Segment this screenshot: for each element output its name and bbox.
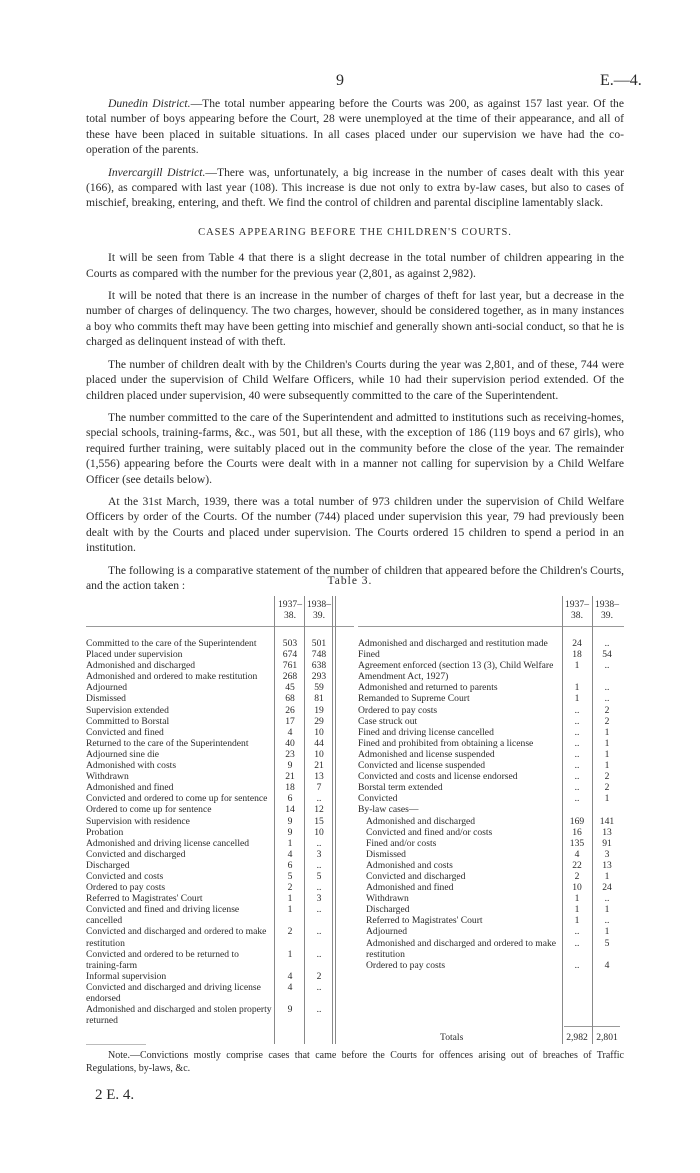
- table-row: [358, 726, 610, 738]
- paragraph: At the 31st March, 1939, there was a total number of 973 children under the supervision of Child Welfare Officers by order of the Courts. Of the number (744) placed under supervision this year, 79 had previously been dealt with by the Courts and placed under supervision. The Courts ordered 15 children to spend a period in an institution.: [86, 494, 624, 555]
- value-1937-38: 169: [569, 815, 585, 827]
- value-1937-38: 68: [285, 693, 295, 705]
- column-divider: [304, 596, 305, 1044]
- value-1938-39: 59: [314, 682, 324, 694]
- totals-row: [358, 1032, 624, 1043]
- value-1937-38: 9: [287, 1004, 293, 1016]
- year-header: 1937–38.: [278, 599, 302, 621]
- row-label: Admonished and costs: [366, 859, 453, 871]
- row-label: Convicted and costs and license endorsed: [358, 771, 518, 783]
- table-row: [358, 882, 612, 894]
- value-1938-39: 141: [599, 815, 615, 827]
- table-row: [358, 793, 610, 805]
- table-rows: [86, 638, 327, 1027]
- table-row: [358, 837, 612, 849]
- value-1937-38: 1: [287, 948, 293, 960]
- row-label: Ordered to come up for sentence: [86, 804, 212, 816]
- row-label: Probation: [86, 826, 124, 838]
- value-1938-39: ..: [316, 926, 322, 938]
- table-caption: Table 3.: [327, 575, 373, 587]
- table-row: [86, 859, 322, 871]
- table-row: [86, 1004, 322, 1027]
- page-number: 9: [336, 72, 344, 89]
- row-label: Committed to the care of the Superintendent: [86, 638, 257, 649]
- table-row: [86, 704, 324, 716]
- value-1938-39: ..: [604, 893, 610, 905]
- value-1938-39: 12: [314, 804, 324, 816]
- table-row: [86, 771, 324, 783]
- table-row: [86, 826, 324, 838]
- row-label: Convicted and ordered to be returned to training-farm: [86, 948, 239, 971]
- row-label: Convicted and fined: [86, 726, 164, 738]
- table-row: [86, 682, 324, 694]
- row-label: Adjourned: [86, 682, 128, 694]
- paragraph-invercargill: [86, 165, 624, 211]
- value-1938-39: 13: [314, 771, 324, 783]
- row-label: Admonished and fined: [366, 882, 454, 894]
- row-label: Admonished and driving license cancelled: [86, 837, 250, 849]
- table-row: [86, 948, 322, 971]
- value-1938-39: 10: [314, 748, 324, 760]
- value-1937-38: 4: [287, 726, 293, 738]
- table-row: [358, 737, 610, 749]
- value-1938-39: ..: [316, 904, 322, 916]
- page-reference: E.—4.: [600, 72, 642, 89]
- table-row: [86, 893, 322, 905]
- table-row: [358, 815, 615, 827]
- value-1938-39: 1: [604, 870, 610, 882]
- row-label: Admonished with costs: [86, 760, 177, 772]
- table-row: [358, 826, 612, 838]
- total-value: 2,801: [596, 1032, 618, 1043]
- value-1937-38: 6: [287, 859, 293, 871]
- row-label: Fined: [358, 649, 380, 661]
- row-label: Convicted and discharged and ordered to make restitution: [86, 926, 267, 949]
- row-label: Dismissed: [86, 693, 126, 705]
- row-label: Referred to Magistrates' Court: [86, 893, 203, 905]
- table-row: [86, 638, 327, 649]
- paragraph-dunedin: [86, 96, 624, 158]
- value-1938-39: ..: [316, 1004, 322, 1016]
- row-label: Convicted and ordered to come up for sentence: [86, 793, 268, 805]
- column-divider: [562, 596, 563, 1044]
- table-row: [86, 782, 322, 794]
- value-1938-39: ..: [316, 981, 322, 993]
- table-note: Note.—Convictions mostly comprise cases that came before the Courts for offences arising out of breaches of Traffic Regulations, by-laws, &c.: [86, 1050, 624, 1074]
- table-row: [358, 904, 610, 916]
- year-header: 1938–39.: [595, 599, 619, 621]
- row-label: Agreement enforced (section 13 (3), Child Welfare Amendment Act, 1927): [358, 660, 554, 683]
- table-rows: [358, 638, 615, 971]
- table-row: [358, 870, 610, 882]
- value-1938-39: ..: [316, 948, 322, 960]
- row-label: Adjourned: [366, 926, 408, 938]
- row-label: Fined and prohibited from obtaining a license: [358, 737, 534, 749]
- value-1937-38: 1: [574, 893, 580, 905]
- value-1937-38: 135: [569, 837, 585, 849]
- value-1938-39: 91: [602, 837, 612, 849]
- value-1938-39: ..: [316, 793, 322, 805]
- row-label: Committed to Borstal: [86, 715, 170, 727]
- value-1938-39: 13: [602, 826, 612, 838]
- value-1937-38: 2: [574, 870, 580, 882]
- row-label: Ordered to pay costs: [358, 704, 438, 716]
- value-1938-39: 13: [602, 859, 612, 871]
- value-1938-39: 81: [314, 693, 324, 705]
- value-1938-39: 5: [604, 937, 610, 949]
- table-row: [86, 882, 322, 894]
- row-label: Fined and/or costs: [366, 837, 437, 849]
- value-1937-38: 4: [287, 970, 293, 982]
- table-header: [86, 596, 354, 627]
- value-1938-39: 10: [314, 826, 324, 838]
- table-row: [358, 693, 610, 705]
- value-1937-38: 1: [574, 660, 580, 672]
- footer-reference: 2 E. 4.: [95, 1087, 135, 1103]
- value-1937-38: 6: [287, 793, 293, 805]
- table-row: [86, 926, 322, 949]
- table-row: [86, 649, 327, 661]
- table-row: [358, 926, 610, 938]
- value-1938-39: ..: [604, 660, 610, 672]
- value-1937-38: 17: [285, 715, 295, 727]
- value-1937-38: 1: [287, 837, 293, 849]
- value-1938-39: 7: [316, 782, 322, 794]
- value-1938-39: 1: [604, 904, 610, 916]
- value-1938-39: ..: [604, 638, 610, 649]
- row-label: Adjourned sine die: [86, 748, 160, 760]
- row-label: Admonished and discharged: [366, 815, 476, 827]
- value-1937-38: ..: [574, 771, 580, 783]
- row-label: Convicted: [358, 793, 398, 805]
- value-1937-38: 503: [282, 638, 298, 649]
- table-row: [358, 638, 610, 649]
- value-1937-38: ..: [574, 737, 580, 749]
- value-1937-38: ..: [574, 959, 580, 971]
- value-1937-38: 10: [572, 882, 582, 894]
- year-header: 1937–38.: [565, 599, 589, 621]
- table-row: [86, 715, 324, 727]
- table-row: [358, 915, 610, 927]
- year-header: 1938–39.: [307, 599, 331, 621]
- row-label: Discharged: [366, 904, 410, 916]
- row-label: Convicted and fined and driving license cancelled: [86, 904, 240, 927]
- value-1937-38: 9: [287, 826, 293, 838]
- value-1938-39: 3: [316, 893, 322, 905]
- value-1938-39: 10: [314, 726, 324, 738]
- value-1938-39: ..: [316, 859, 322, 871]
- row-label: Fined and driving license cancelled: [358, 726, 494, 738]
- table-row: [86, 760, 324, 772]
- value-1938-39: 19: [314, 704, 324, 716]
- value-1937-38: ..: [574, 726, 580, 738]
- section-heading: CASES APPEARING BEFORE THE CHILDREN'S COURTS.: [198, 226, 512, 238]
- row-label: Remanded to Supreme Court: [358, 693, 470, 705]
- value-1938-39: 1: [604, 726, 610, 738]
- row-label: Convicted and discharged and driving license endorsed: [86, 981, 261, 1004]
- value-1938-39: ..: [316, 837, 322, 849]
- table-row: [358, 804, 558, 815]
- row-label: Admonished and discharged: [86, 660, 196, 672]
- table-row: [86, 671, 327, 683]
- value-1938-39: 1: [604, 793, 610, 805]
- row-label: Convicted and fined and/or costs: [366, 826, 493, 838]
- paragraph: It will be seen from Table 4 that there is a slight decrease in the total number of children appearing in the Courts as compared with the number for the previous year (2,801, as against 2,982).: [86, 251, 624, 280]
- paragraph: It will be noted that there is an increase in the number of charges of theft for last year, but a decrease in the number of charges of delinquency. The two charges, however, should be considered together, as in many instances a boy who commits theft may have been getting into mischief and generally shown anti-social conduct, so that he is charged as delinquent instead of with theft.: [86, 289, 624, 349]
- row-label: Dismissed: [366, 848, 406, 860]
- row-label: Convicted and license suspended: [358, 760, 486, 772]
- table-row: [86, 726, 324, 738]
- row-label: Referred to Magistrates' Court: [366, 915, 483, 927]
- value-1938-39: 5: [316, 870, 322, 882]
- note-rule: [86, 1044, 146, 1045]
- value-1937-38: ..: [574, 937, 580, 949]
- district-name: Invercargill District.: [108, 165, 206, 179]
- value-1937-38: 1: [287, 893, 293, 905]
- row-label: Convicted and costs: [86, 870, 164, 882]
- row-label: Ordered to pay costs: [366, 959, 446, 971]
- value-1937-38: 9: [287, 815, 293, 827]
- table-row: [86, 748, 324, 760]
- table-row: [358, 748, 610, 760]
- row-label: Placed under supervision: [86, 649, 183, 661]
- row-label: Convicted and discharged: [366, 870, 466, 882]
- value-1937-38: 40: [285, 737, 295, 749]
- value-1938-39: 2: [316, 970, 322, 982]
- value-1938-39: 3: [316, 848, 322, 860]
- value-1938-39: 2: [604, 782, 610, 794]
- row-label: Supervision extended: [86, 704, 169, 716]
- value-1938-39: 1: [604, 737, 610, 749]
- value-1937-38: 23: [285, 748, 295, 760]
- total-value: 2,982: [566, 1032, 588, 1043]
- row-label: Admonished and discharged and ordered to make restitution: [366, 937, 557, 960]
- value-1938-39: 2: [604, 704, 610, 716]
- table-row: [86, 837, 322, 849]
- row-label: Withdrawn: [86, 771, 129, 783]
- value-1938-39: 2: [604, 771, 610, 783]
- table-row: [358, 848, 610, 860]
- table-row: [86, 660, 327, 672]
- value-1938-39: 293: [311, 671, 327, 683]
- value-1938-39: 29: [314, 715, 324, 727]
- table-row: [358, 859, 612, 871]
- row-label: Admonished and discharged and restitution made: [358, 638, 548, 649]
- value-1937-38: 14: [285, 804, 295, 816]
- value-1937-38: 1: [574, 915, 580, 927]
- table-row: [358, 649, 612, 661]
- table-row: [86, 870, 322, 882]
- row-label: Borstal term extended: [358, 782, 443, 794]
- row-label: Case struck out: [358, 715, 418, 727]
- row-label: Discharged: [86, 859, 130, 871]
- value-1937-38: 22: [572, 859, 582, 871]
- table-right-column: [358, 596, 624, 1043]
- value-1937-38: 16: [572, 826, 582, 838]
- row-label: Admonished and returned to parents: [358, 682, 498, 694]
- value-1938-39: ..: [604, 682, 610, 694]
- column-divider: [274, 596, 275, 1044]
- column-divider: [332, 596, 333, 1044]
- value-1937-38: ..: [574, 782, 580, 794]
- table-row: [86, 693, 324, 705]
- totals-label: Totals: [440, 1032, 464, 1043]
- table-row: [358, 682, 610, 694]
- value-1938-39: 501: [311, 638, 327, 649]
- row-label: Returned to the care of the Superintendent: [86, 737, 249, 749]
- row-label: Informal supervision: [86, 970, 167, 982]
- value-1937-38: 24: [572, 638, 582, 649]
- value-1937-38: 4: [287, 848, 293, 860]
- value-1937-38: 5: [287, 870, 293, 882]
- table-row: [86, 981, 322, 1004]
- table-header: [358, 596, 624, 627]
- table-row: [358, 959, 610, 971]
- value-1937-38: 1: [287, 904, 293, 916]
- value-1938-39: 1: [604, 748, 610, 760]
- table-row: [86, 793, 322, 805]
- table-row: [358, 771, 610, 783]
- row-label: Admonished and fined: [86, 782, 174, 794]
- value-1937-38: 1: [574, 693, 580, 705]
- value-1938-39: 2: [604, 715, 610, 727]
- value-1938-39: 54: [602, 649, 612, 661]
- value-1938-39: 21: [314, 760, 324, 772]
- paragraph: The number of children dealt with by the Children's Courts during the year was 2,801, and of these, 744 were placed under the supervision of Child Welfare Officers, while 10 had their supervision period extended. Of the children placed under supervision, 40 were subsequently committed to the care of the Superintendent.: [86, 357, 624, 402]
- table-row: [358, 660, 610, 683]
- table-row: [86, 737, 324, 749]
- paragraph: The following is a comparative statement of the number of children that appeared before the Children's Courts, and the action taken :: [86, 563, 624, 592]
- value-1938-39: 44: [314, 737, 324, 749]
- value-1938-39: ..: [316, 882, 322, 894]
- value-1937-38: 1: [574, 904, 580, 916]
- value-1937-38: 761: [282, 660, 298, 672]
- value-1937-38: 18: [285, 782, 295, 794]
- value-1937-38: 18: [572, 649, 582, 661]
- row-label: Withdrawn: [366, 893, 409, 905]
- value-1937-38: 26: [285, 704, 295, 716]
- row-label: Admonished and ordered to make restitution: [86, 671, 258, 683]
- row-label: By-law cases—: [358, 804, 419, 816]
- table-row: [86, 804, 324, 816]
- value-1937-38: 674: [282, 649, 298, 661]
- district-name: Dunedin District.: [108, 97, 191, 110]
- value-1937-38: 268: [282, 671, 298, 683]
- table-row: [358, 704, 610, 716]
- table-left-column: [86, 596, 354, 1027]
- column-divider: [335, 596, 336, 1044]
- table-row: [86, 904, 322, 927]
- value-1937-38: ..: [574, 704, 580, 716]
- table-row: [358, 760, 610, 772]
- table-row: [86, 970, 322, 982]
- column-divider: [592, 596, 593, 1044]
- row-label: Supervision with residence: [86, 815, 190, 827]
- value-1938-39: 4: [604, 959, 610, 971]
- value-1937-38: 2: [287, 882, 293, 894]
- value-1937-38: 4: [574, 848, 580, 860]
- value-1937-38: ..: [574, 748, 580, 760]
- value-1938-39: 24: [602, 882, 612, 894]
- paragraph: The number committed to the care of the Superintendent and admitted to institutions such as receiving-homes, special schools, training-farms, &c., was 501, but all these, with the exception of 186 (119 boys and 67 girls), who required further training, were suitably placed out in the community before the close of the year. The remainder (1,556) appearing before the Courts were dealt with in a manner not calling for supervision by a Child Welfare Officer (see details below).: [86, 410, 624, 486]
- value-1937-38: 45: [285, 682, 295, 694]
- value-1937-38: 2: [287, 926, 293, 938]
- paragraph-text: —There was, unfortunately, a big increase in the number of cases dealt with this year (166), as compared with last year (108). This increase is due not only to extra by-law cases, but also to cases of mischief, breaking, entering, and theft. We find the control of children and parental discipline lamentably slack.: [86, 165, 624, 210]
- row-label: Convicted and discharged: [86, 848, 186, 860]
- value-1937-38: 1: [574, 682, 580, 694]
- value-1937-38: ..: [574, 760, 580, 772]
- table-row: [358, 782, 610, 794]
- table-row: [358, 715, 610, 727]
- value-1937-38: ..: [574, 926, 580, 938]
- value-1938-39: 15: [314, 815, 324, 827]
- value-1937-38: 9: [287, 760, 293, 772]
- value-1937-38: ..: [574, 793, 580, 805]
- value-1938-39: 748: [311, 649, 327, 661]
- value-1938-39: 3: [604, 848, 610, 860]
- value-1937-38: ..: [574, 715, 580, 727]
- value-1938-39: 638: [311, 660, 327, 672]
- row-label: Admonished and discharged and stolen property returned: [86, 1004, 272, 1027]
- paragraph-text: —The total number appearing before the Courts was 200, as against 157 last year. Of the total number of boys appearing before the Court, 28 were unemployed at the time of their appearance, and all of these have been placed in suitable situations. In all cases placed under our supervision we have had the co-operation of the parents.: [86, 97, 624, 157]
- table-row: [86, 815, 324, 827]
- value-1937-38: 21: [285, 771, 295, 783]
- table-row: [358, 893, 610, 905]
- table-row: [86, 848, 322, 860]
- value-1938-39: ..: [604, 915, 610, 927]
- body-text: [86, 96, 624, 600]
- value-1938-39: ..: [604, 693, 610, 705]
- row-label: Admonished and license suspended: [358, 748, 495, 760]
- row-label: Ordered to pay costs: [86, 882, 166, 894]
- table-row: [358, 937, 610, 960]
- value-1937-38: 4: [287, 981, 293, 993]
- value-1938-39: 1: [604, 926, 610, 938]
- value-1938-39: 1: [604, 760, 610, 772]
